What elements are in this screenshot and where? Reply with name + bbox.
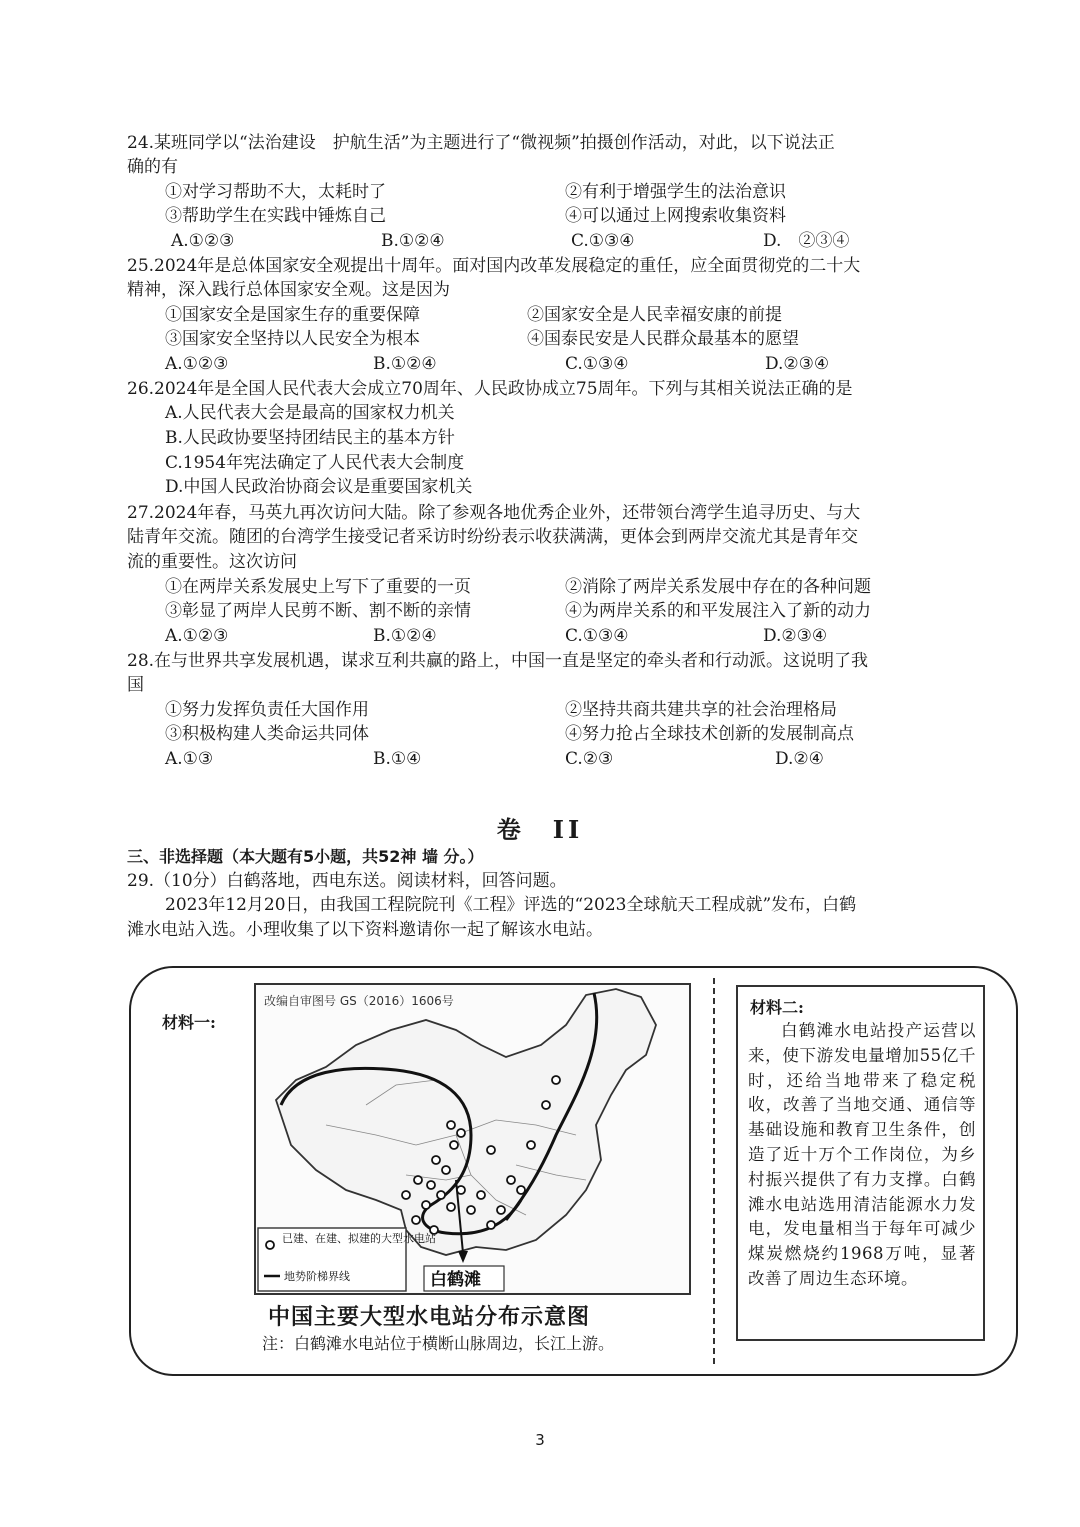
- hydropower-map: [254, 983, 691, 1295]
- country-outline: [276, 989, 656, 1255]
- q26-stem-line1: 26.2024年是全国人民代表大会成立70周年、人民政协成立75周年。下列与其相关说法正确的是: [127, 379, 853, 399]
- section-title: 卷 II: [496, 815, 584, 844]
- q29-intro-line1: 2023年12月20日，由我国工程院院刊《工程》评选的“2023全球航天工程成就”发布，白鹤: [165, 895, 857, 915]
- q28-option-d: D.②④: [775, 749, 824, 769]
- q27-option-d: D.②③④: [763, 626, 828, 646]
- part-heading: 三、非选择题（本大题有5小题，共52神 墙 分。）: [127, 847, 484, 866]
- q24-option-c: C.①③④: [571, 231, 635, 251]
- baihetan-arrowhead: [458, 1251, 468, 1263]
- china-map-figure: [256, 985, 689, 1293]
- q27-stem-line1: 27.2024年春，马英九再次访问大陆。除了参观各地优秀企业外，还带领台湾学生追寻历史、与大: [127, 503, 861, 523]
- q28-stem-line1: 28.在与世界共享发展机遇，谋求互利共赢的路上，中国一直是坚定的牵头者和行动派。这说明了我: [127, 651, 869, 671]
- q25-statement-2: ②国家安全是人民幸福安康的前提: [527, 305, 782, 325]
- legend-station-icon: [266, 1241, 274, 1249]
- q26-option-b: B.人民政协要坚持团结民主的基本方针: [165, 428, 455, 448]
- q27-stem-line3: 流的重要性。这次访问: [127, 552, 297, 572]
- q26-option-d: D.中国人民政治协商会议是重要国家机关: [165, 477, 473, 497]
- legend-boundary-label: 地势阶梯界线: [284, 1270, 350, 1283]
- q28-option-b: B.①④: [373, 749, 422, 769]
- material2-label: 材料二:: [750, 998, 804, 1017]
- q25-statement-3: ③国家安全坚持以人民安全为根本: [165, 329, 420, 349]
- q25-stem-line1: 25.2024年是总体国家安全观提出十周年。面对国内改革发展稳定的重任，应全面贯彻党的二十大: [127, 256, 861, 276]
- q28-option-a: A.①③: [165, 749, 214, 769]
- q24-option-b: B.①②④: [381, 231, 445, 251]
- q28-statement-2: ②坚持共商共建共享的社会治理格局: [565, 700, 837, 720]
- q27-statement-4: ④为两岸关系的和平发展注入了新的动力: [565, 601, 871, 621]
- map-note: 注：白鹤滩水电站位于横断山脉周边，长江上游。: [262, 1334, 615, 1353]
- q27-stem-line2: 陆青年交流。随团的台湾学生接受记者采访时纷纷表示收获满满，更体会到两岸交流尤其是青年交: [127, 527, 858, 547]
- q28-option-c: C.②③: [565, 749, 614, 769]
- q28-statement-3: ③积极构建人类命运共同体: [165, 724, 369, 744]
- q26-option-c: C.1954年宪法确定了人民代表大会制度: [165, 453, 465, 473]
- legend-station-label: 已建、在建、拟建的大型水电站: [282, 1232, 436, 1245]
- q27-statement-1: ①在两岸关系发展史上写下了重要的一页: [165, 577, 471, 597]
- map-caption: 中国主要大型水电站分布示意图: [268, 1304, 591, 1330]
- q24-option-a: A.①②③: [171, 231, 235, 251]
- q27-option-c: C.①③④: [565, 626, 629, 646]
- q27-statement-2: ②消除了两岸关系发展中存在的各种问题: [565, 577, 871, 597]
- q27-option-a: A.①②③: [165, 626, 229, 646]
- q25-statement-4: ④国泰民安是人民群众最基本的愿望: [527, 329, 799, 349]
- q29-stem: 29.（10分）白鹤落地，西电东送。阅读材料，回答问题。: [127, 871, 567, 891]
- q24-option-d: D. ②③④: [763, 231, 850, 251]
- q25-stem-line2: 精神，深入践行总体国家安全观。这是因为: [127, 280, 450, 300]
- page-number: 3: [535, 1431, 545, 1449]
- q24-statement-2: ②有利于增强学生的法治意识: [565, 182, 786, 202]
- q24-statement-1: ①对学习帮助不大，太耗时了: [165, 182, 386, 202]
- q25-option-b: B.①②④: [373, 354, 437, 374]
- q27-statement-3: ③彰显了两岸人民剪不断、割不断的亲情: [165, 601, 471, 621]
- map-header: 改编自审图号 GS（2016）1606号: [264, 994, 454, 1008]
- q24-stem-line1: 24.某班同学以“法治建设 护航生活”为主题进行了“微视频”拍摄创作活动，对此，以下说法正: [127, 133, 835, 153]
- baihetan-label: 白鹤滩: [430, 1270, 481, 1290]
- q25-option-c: C.①③④: [565, 354, 629, 374]
- q28-stem-line2: 国: [127, 675, 144, 695]
- q26-option-a: A.人民代表大会是最高的国家权力机关: [165, 403, 455, 423]
- frame-divider: [713, 978, 715, 1364]
- q24-statement-3: ③帮助学生在实践中锤炼自己: [165, 206, 386, 226]
- q27-option-b: B.①②④: [373, 626, 437, 646]
- q25-statement-1: ①国家安全是国家生存的重要保障: [165, 305, 420, 325]
- material2-text: 白鹤滩水电站投产运营以来，使下游发电量增加55亿千时，还给当地带来了稳定税收，改善了当地交通、通信等基础设施和教育卫生条件，创造了近十万个工作岗位，为乡村振兴提供了有力支撑。白鹤滩水电站选用清洁能源水力发电，发电量相当于每年可减少煤炭燃烧约1968万吨，显著改善了周边生态环境。: [748, 1021, 976, 1288]
- q28-statement-1: ①努力发挥负责任大国作用: [165, 700, 369, 720]
- q29-intro-line2: 滩水电站入选。小理收集了以下资料邀请你一起了解该水电站。: [127, 920, 603, 940]
- q24-stem-line2: 确的有: [127, 157, 178, 177]
- q25-option-d: D.②③④: [765, 354, 830, 374]
- q28-statement-4: ④努力抢占全球技术创新的发展制高点: [565, 724, 854, 744]
- q24-statement-4: ④可以通过上网搜索收集资料: [565, 206, 786, 226]
- material1-label: 材料一:: [162, 1013, 216, 1032]
- q25-option-a: A.①②③: [165, 354, 229, 374]
